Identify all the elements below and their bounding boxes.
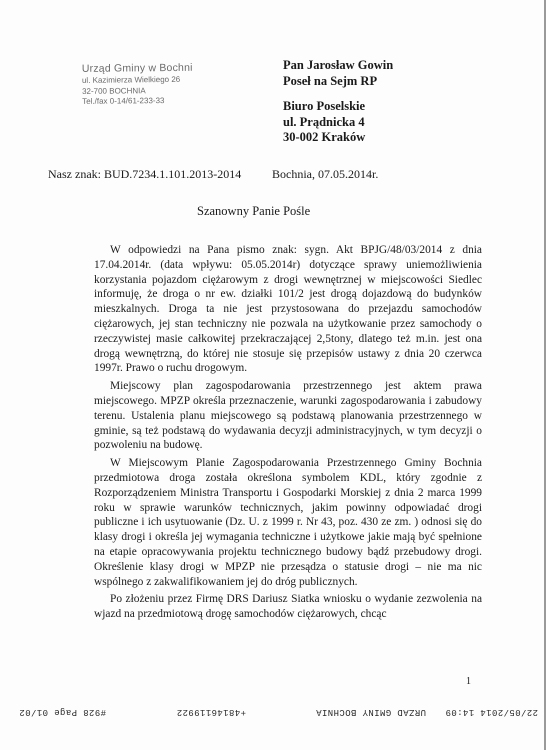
fax-page: #928 Page 01/02 (18, 707, 106, 717)
paragraph: Po złożeniu przez Firmę DRS Dariusz Siatka wniosku o wydanie zezwolenia na wjazd na przedmiotową drogę samochodów ciężarowych, chcąc (94, 593, 482, 621)
salutation: Szanowny Panie Pośle (197, 204, 311, 218)
fax-phone: +48146119922 (176, 707, 246, 717)
fax-datetime: 22/05/2014 14:09 (445, 707, 538, 717)
addressee-street: ul. Prądnicka 4 (283, 114, 365, 129)
paragraph: W Miejscowym Planie Zagospodarowania Przestrzennego Gminy Bochnia przedmiotowa droga została określona symbolem KDL, który zgodnie z Rozporządzeniem Ministra Transportu i Gospodarki Morskiej z dnia 2 marca 1999 roku w sprawie warunków technicznych, jakim powinny odpowiadać drogi publiczne i ich usytuowanie (Dz. U. z 1999 r. Nr 43, poz. 430 ze zm. ) odnosi się do klasy drogi i określa jej wymagania techniczne i użytkowe jakie mają być spełnione na etapie opracowywania projektu technicznego budowy bądź przebudowy drogi. Określenie klasy drogi w MPZP nie przesądza o statusie drogi – nie ma nic wspólnego z zakwalifikowaniem jej do dróg publicznych. (94, 457, 482, 588)
addressee-block (283, 58, 393, 146)
paragraph: W odpowiedzi na Pana pismo znak: sygn. Akt BPJG/48/03/2014 z dnia 17.04.2014r. (data wpływu: 05.05.2014r) dotyczące sprawy uniemożliwienia korzystania pojazdom ciężarowym z drogi wewnętrznej w miejscowości Siedlec informuję, że droga o nr ew. działki 101/2 jest drogą dojazdową do budynków mieszkalnych. Droga ta nie jest przystosowana do przejazdu samochodów ciężarowych, jej stan techniczny nie pozwala na użytkowanie przez samochody o rzeczywistej masie całkowitej przekraczającej 2,5tony, dlatego też m.in. jest ona drogą wewnętrzną, do której nie stosuje się przepisów ustawy z dnia 20 czerwca 1997r. Prawo o ruchu drogowym. (94, 244, 482, 375)
addressee-name: Pan Jarosław Gowin (283, 58, 394, 72)
addressee-office: Biuro Poselskie (283, 99, 366, 113)
paragraph: Miejscowy plan zagospodarowania przestrzennego jest aktem prawa miejscowego. MPZP określa przeznaczenie, warunki zagospodarowania i zabudowy terenu. Ustalenia planu miejscowego są podstawą planowania przestrzennego w gminie, są też podstawą do wydawania decyzji administracyjnych, w tym decyzji o pozwoleniu na budowę. (94, 380, 482, 452)
addressee-title: Poseł na Sejm RP (283, 73, 378, 88)
place-date: Bochnia, 07.05.2014r. (272, 167, 379, 181)
stamp-street: ul. Kazimierza Wielkiego 26 (81, 74, 181, 85)
stamp-name: Urząd Gminy w Bochni (81, 61, 193, 75)
page-number: 1 (466, 676, 471, 687)
fax-sender: URZAD GMINY BOCHNIA (315, 707, 426, 717)
addressee-city: 30-002 Kraków (283, 130, 366, 144)
stamp-phone: Tel./fax 0-14/61-233-33 (82, 96, 165, 106)
letter-body (94, 243, 482, 622)
sender-stamp (82, 61, 252, 107)
fax-header-line (0, 704, 546, 720)
stamp-city: 32-700 BOCHNIA (82, 85, 146, 96)
reference-number: Nasz znak: BUD.7234.1.101.2013-2014 (48, 167, 242, 181)
